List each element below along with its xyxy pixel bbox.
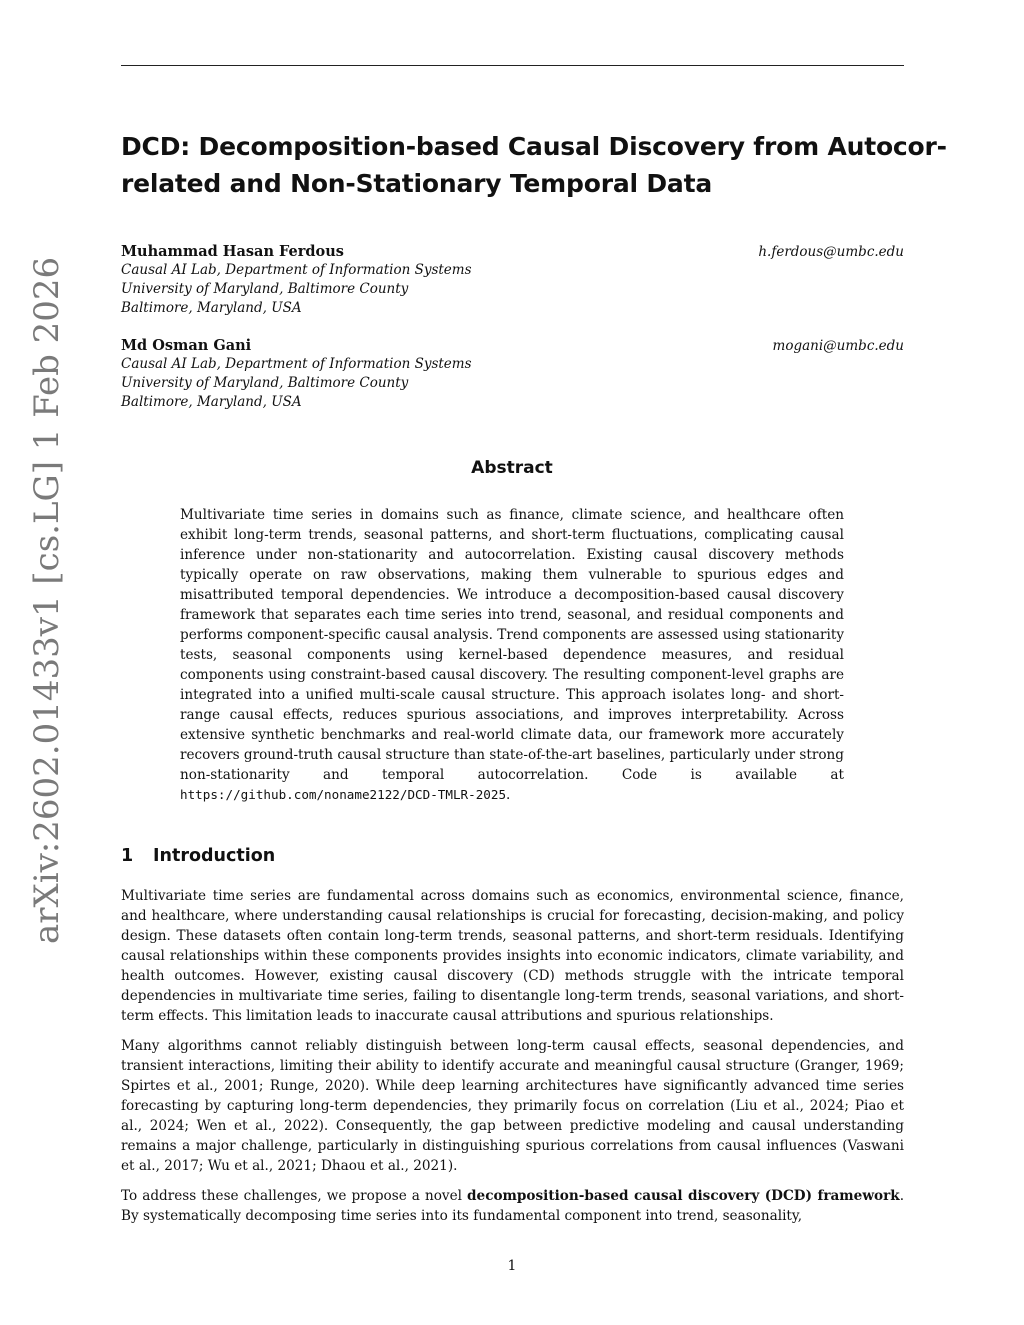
page-number: 1 — [507, 1258, 517, 1274]
author-affiliation: University of Maryland, Baltimore County — [121, 375, 409, 391]
arxiv-identifier-stamp: arXiv:2602.01433v1 [cs.LG] 1 Feb 2026 — [27, 256, 67, 944]
paragraph-text: To address these challenges, we propose a novel — [121, 1188, 462, 1204]
section-title: Introduction — [153, 846, 276, 866]
header-rule — [121, 65, 904, 66]
paper-title — [121, 128, 947, 202]
paper-title-line-1: DCD: Decomposition-based Causal Discovery from Autocor- — [121, 132, 947, 161]
paper-title-line-2: related and Non-Stationary Temporal Data — [121, 169, 713, 198]
abstract-body — [180, 505, 844, 805]
paragraph — [121, 1186, 904, 1226]
author-affiliation: Causal AI Lab, Department of Information Systems — [121, 356, 472, 372]
section-number: 1 — [121, 846, 134, 866]
abstract-text: Multivariate time series in domains such as finance, climate science, and healthcare often exhibit long-term trends, seasonal patterns, and short-term fluctuations, complicating causal inference under non-stationarity and autocorrelation. Existing causal discovery methods typically operate on raw observations, making them vulnerable to spurious edges and misattributed temporal dependencies. We introduce a decomposition-based causal discovery framework that separates each time series into trend, seasonal, and residual components and performs component-specific causal analysis. Trend components are assessed using stationarity tests, seasonal components using kernel-based dependence measures, and residual components using constraint-based causal discovery. The resulting component-level graphs are integrated into a unified multi-scale causal structure. This approach isolates long- and short-range causal effects, reduces spurious associations, and improves interpretability. Across extensive synthetic benchmarks and real-world climate data, our framework more accurately recovers ground-truth causal structure than state-of-the-art baselines, particularly under strong non-stationarity and temporal autocorrelation. Code is available at — [180, 507, 844, 783]
author-name: Md Osman Gani — [121, 337, 252, 354]
section-heading-introduction — [121, 845, 275, 867]
author-affiliation: Causal AI Lab, Department of Information Systems — [121, 262, 472, 278]
paragraph: Many algorithms cannot reliably distinguish between long-term causal effects, seasonal dependencies, and transient interactions, limiting their ability to identify accurate and meaningful causal structure (Granger, 1969; Spirtes et al., 2001; Runge, 2020). While deep learning architectures have significantly advanced time series forecasting by capturing long-term dependencies, they primarily focus on correlation (Liu et al., 2024; Piao et al., 2024; Wen et al., 2022). Consequently, the gap between predictive modeling and causal understanding remains a major challenge, particularly in distinguishing spurious correlations from causal influences (Vaswani et al., 2017; Wu et al., 2021; Dhaou et al., 2021). — [121, 1038, 904, 1174]
author-affiliation: University of Maryland, Baltimore County — [121, 281, 409, 297]
author-affiliation: Baltimore, Maryland, USA — [121, 394, 302, 410]
paragraph: Multivariate time series are fundamental across domains such as economics, environmental science, finance, and healthcare, where understanding causal relationships is crucial for forecasting, decision-making, and policy design. These datasets often contain long-term trends, seasonal patterns, and short-term residuals. Identifying causal relationships within these components provides insights into economic indicators, climate variability, and health outcomes. However, existing causal discovery (CD) methods struggle with the intricate temporal dependencies in multivariate time series, failing to disentangle long-term trends, seasonal variations, and short-term effects. This limitation leads to inaccurate causal attributions and spurious relationships. — [121, 888, 904, 1024]
author-affiliation: Baltimore, Maryland, USA — [121, 300, 302, 316]
abstract-heading: Abstract — [471, 458, 553, 478]
author-email: mogani@umbc.edu — [772, 338, 904, 354]
code-url-link[interactable]: https://github.com/noname2122/DCD-TMLR-2025 — [180, 787, 507, 802]
abstract-end: . — [506, 787, 511, 803]
paragraph-text: . By systematically decomposing time series into its fundamental component into trend, seasonality, — [121, 1188, 905, 1224]
framework-name-bold: decomposition-based causal discovery (DCD) framework — [467, 1188, 900, 1204]
author-block-2 — [121, 336, 472, 412]
author-block-1 — [121, 242, 472, 318]
author-name: Muhammad Hasan Ferdous — [121, 243, 344, 260]
author-email: h.ferdous@umbc.edu — [758, 244, 904, 260]
